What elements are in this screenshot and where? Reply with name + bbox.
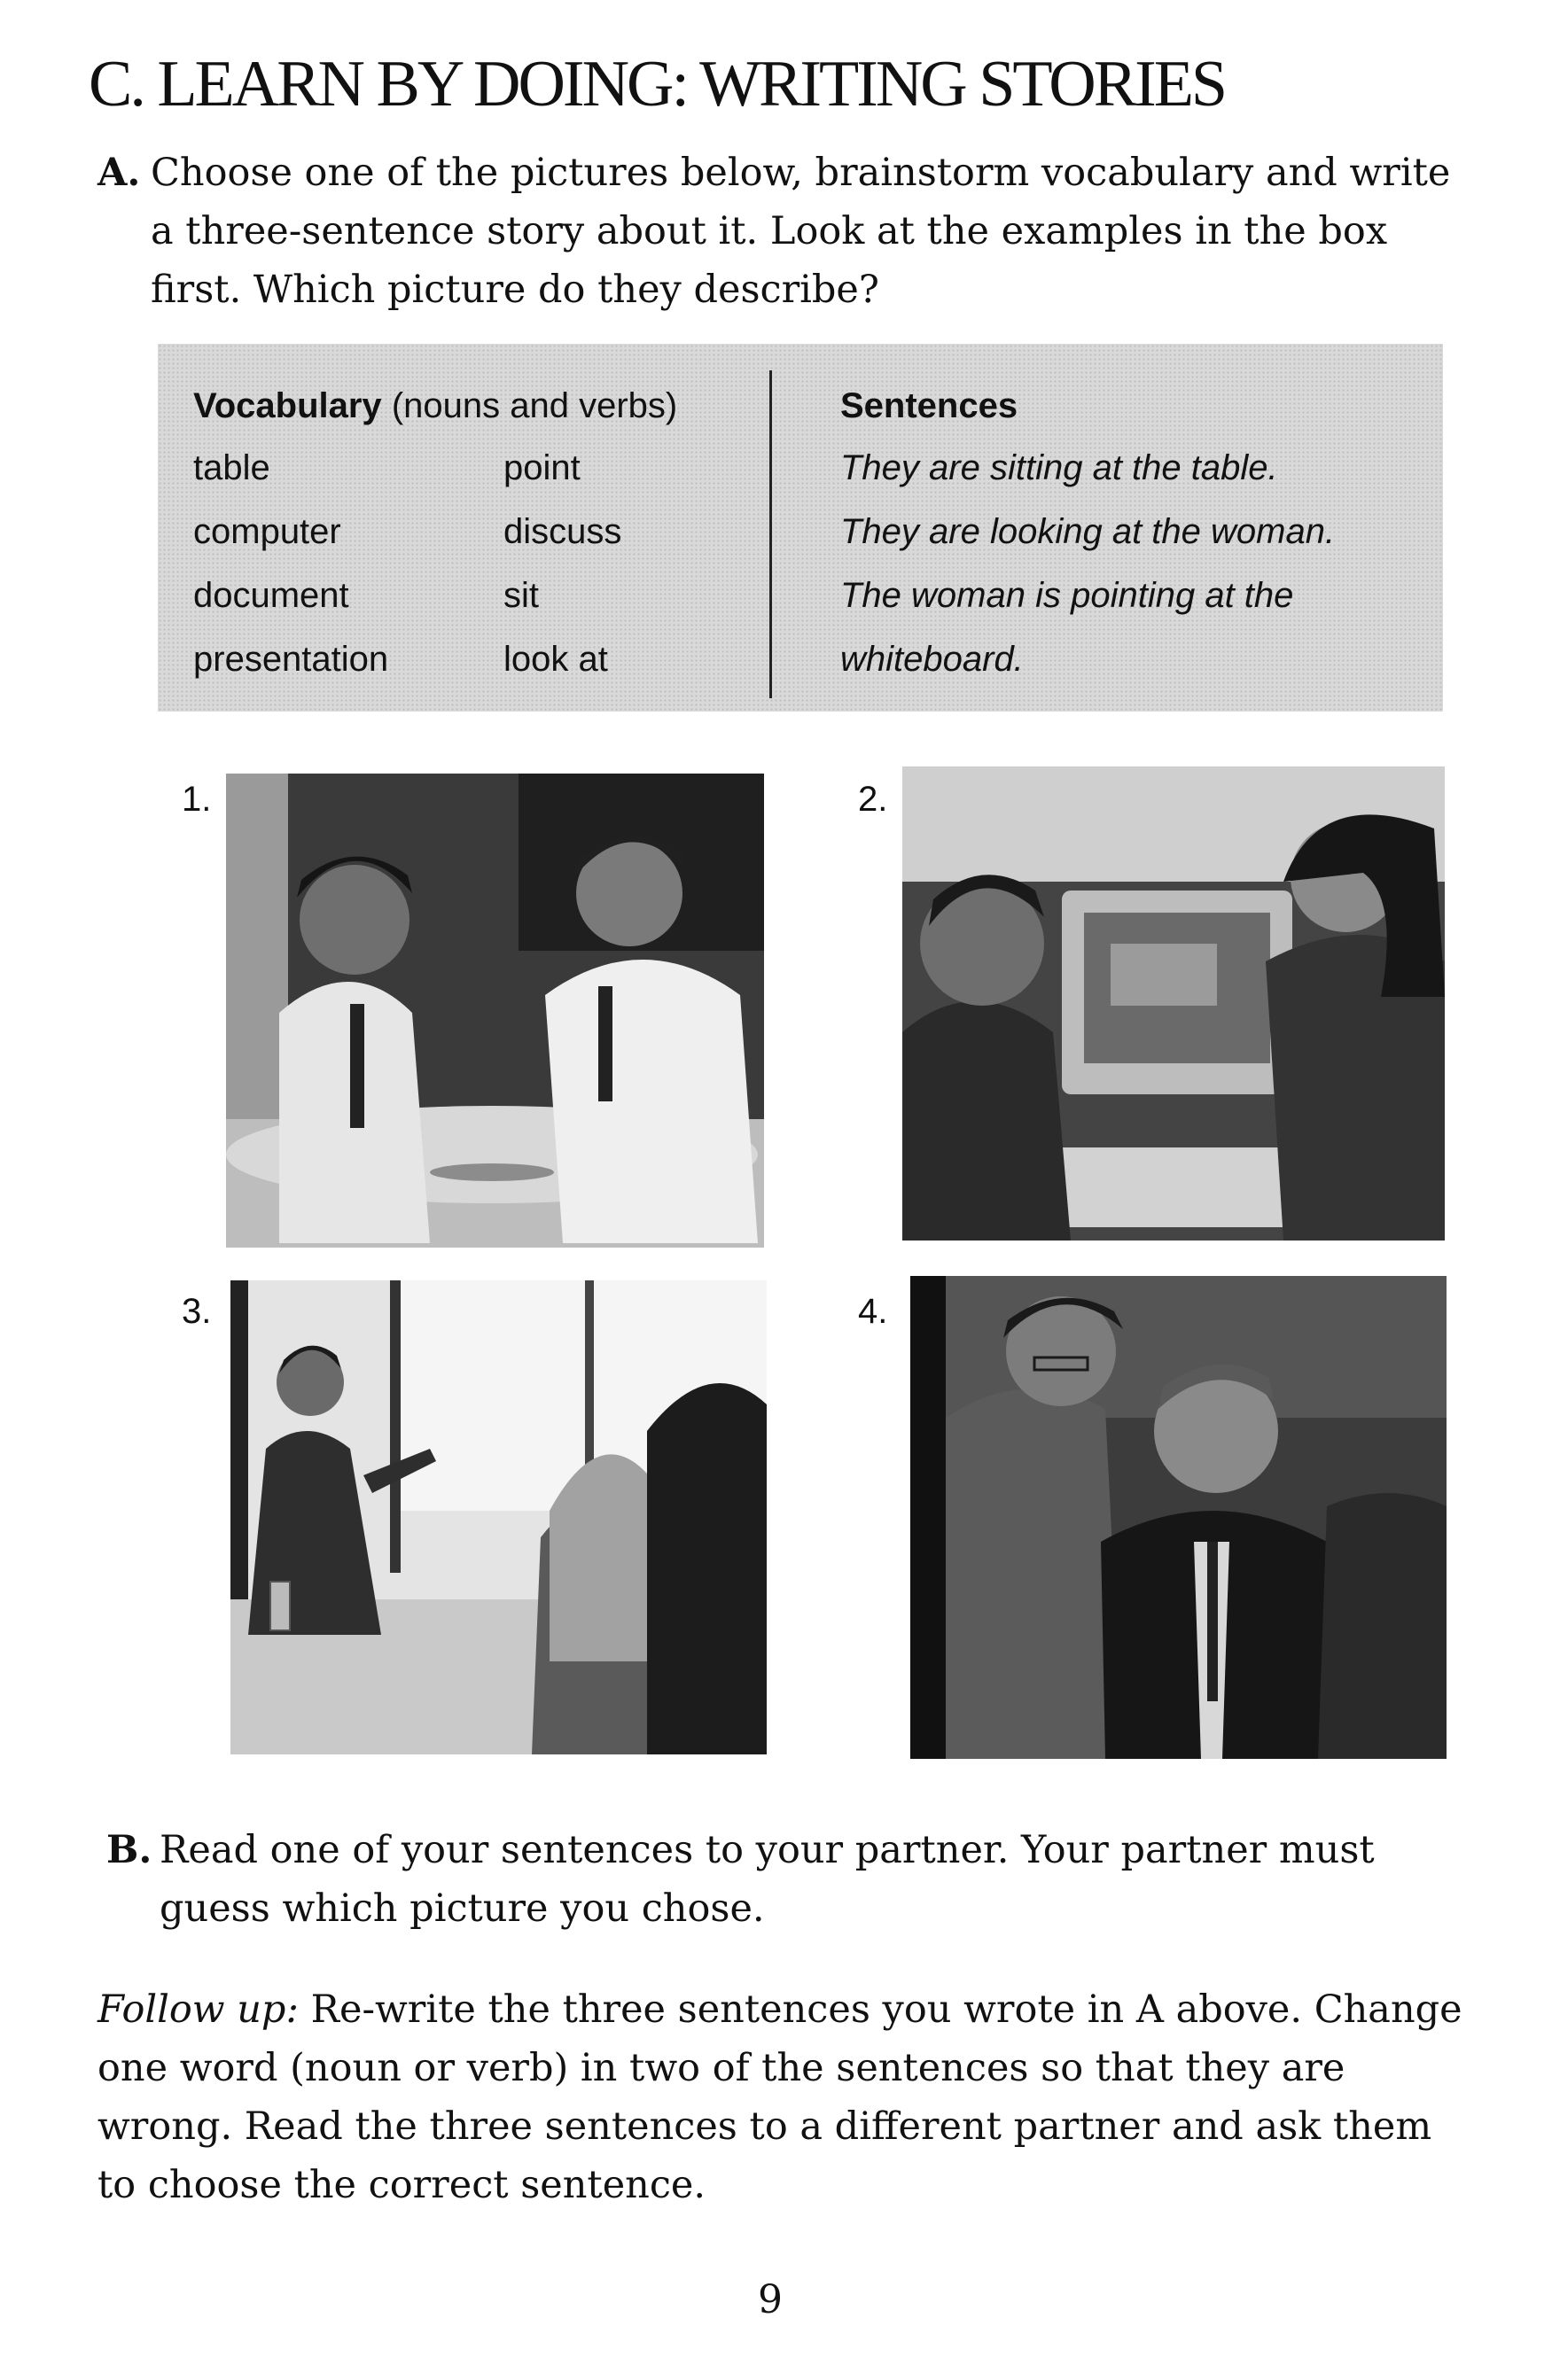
part-b-instructions	[106, 1821, 1471, 1938]
picture-1-photo	[226, 774, 764, 1248]
part-a-line: Choose one of the pictures below, brainstorm vocabulary and write	[151, 151, 1451, 195]
page-number: 9	[758, 2277, 783, 2322]
follow-up-label: Follow up:	[97, 1987, 299, 2032]
vocabulary-heading	[193, 386, 677, 426]
picture-2-photo	[902, 766, 1445, 1241]
picture-3-photo	[230, 1280, 767, 1754]
picture-number: 4.	[858, 1292, 888, 1331]
picture-number: 2.	[858, 780, 888, 819]
sentences-heading: Sentences	[840, 386, 1018, 425]
example-sentence: whiteboard.	[840, 640, 1024, 679]
vocab-noun: document	[193, 576, 349, 615]
part-a-line: a three-sentence story about it. Look at the examples in the box	[151, 209, 1388, 253]
part-a-label: A.	[97, 151, 141, 195]
part-b-line: guess which picture you chose.	[160, 1886, 765, 1931]
vocab-verb: look at	[503, 640, 608, 679]
follow-up-instructions	[97, 1980, 1471, 2214]
box-divider	[769, 370, 772, 698]
part-b-line: Read one of your sentences to your partner. Your partner must	[160, 1828, 1375, 1872]
vocabulary-heading-bold: Vocabulary	[193, 386, 382, 425]
follow-up-line: one word (noun or verb) in two of the sentences so that they are	[97, 2046, 1345, 2090]
follow-up-line: to choose the correct sentence.	[97, 2163, 706, 2207]
part-b-label: B.	[106, 1828, 152, 1872]
picture-number: 3.	[182, 1292, 212, 1331]
vocab-noun: computer	[193, 512, 341, 551]
vocab-noun: table	[193, 448, 270, 487]
vocab-noun: presentation	[193, 640, 389, 679]
picture-number: 1.	[182, 780, 212, 819]
vocab-verb: point	[503, 448, 581, 487]
part-a-line: first. Which picture do they describe?	[151, 268, 879, 312]
follow-up-line: wrong. Read the three sentences to a different partner and ask them	[97, 2104, 1432, 2149]
vocabulary-box	[158, 344, 1443, 712]
example-sentence: They are looking at the woman.	[840, 512, 1336, 551]
example-sentence: The woman is pointing at the	[840, 576, 1294, 615]
follow-up-line-text: Re-write the three sentences you wrote in A above. Change	[310, 1987, 1462, 2032]
vocab-verb: discuss	[503, 512, 622, 551]
vocabulary-heading-rest: (nouns and verbs)	[391, 386, 678, 425]
part-a-instructions	[97, 144, 1462, 319]
picture-4-photo	[910, 1276, 1447, 1759]
vocab-verb: sit	[503, 576, 539, 615]
example-sentence: They are sitting at the table.	[840, 448, 1278, 487]
follow-up-line	[97, 1980, 1471, 2039]
section-title: C. LEARN BY DOING: WRITING STORIES	[89, 48, 1226, 121]
